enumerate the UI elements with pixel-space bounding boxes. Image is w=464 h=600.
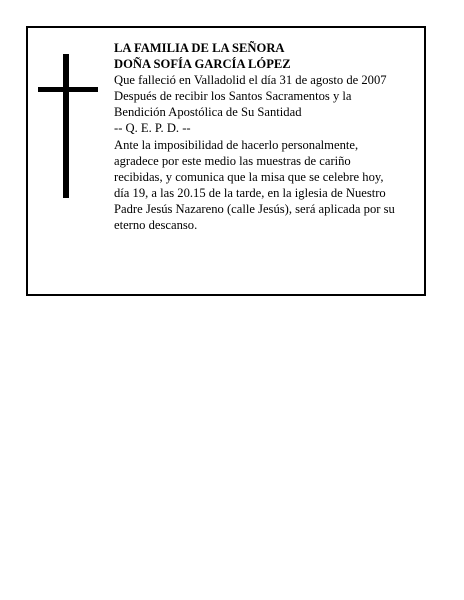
death-notice (26, 26, 426, 296)
latin-cross-icon (38, 54, 98, 198)
notice-line: Que falleció en Valladolid el día 31 de agosto de 2007 (114, 73, 387, 88)
notice-line: recibidas, y comunica que la misa que se celebre hoy, (114, 169, 384, 184)
notice-line: Padre Jesús Nazareno (calle Jesús), será aplicada por su (114, 201, 395, 216)
cross-horizontal-bar (38, 87, 98, 92)
cross-vertical-bar (63, 54, 69, 198)
notice-line: día 19, a las 20.15 de la tarde, en la iglesia de Nuestro (114, 185, 386, 200)
notice-line: eterno descanso. (114, 218, 198, 233)
notice-line: Ante la imposibilidad de hacerlo personalmente, (114, 137, 359, 152)
family-heading: LA FAMILIA DE LA SEÑORA (114, 41, 285, 55)
deceased-name: DOÑA SOFÍA GARCÍA LÓPEZ (114, 57, 291, 72)
rip-line: -- Q. E. P. D. -- (114, 121, 191, 136)
notice-line: Bendición Apostólica de Su Santidad (114, 105, 302, 120)
notice-text (114, 40, 420, 233)
notice-line: agradece por este medio las muestras de cariño (114, 153, 351, 168)
notice-line: Después de recibir los Santos Sacramentos y la (114, 89, 352, 104)
